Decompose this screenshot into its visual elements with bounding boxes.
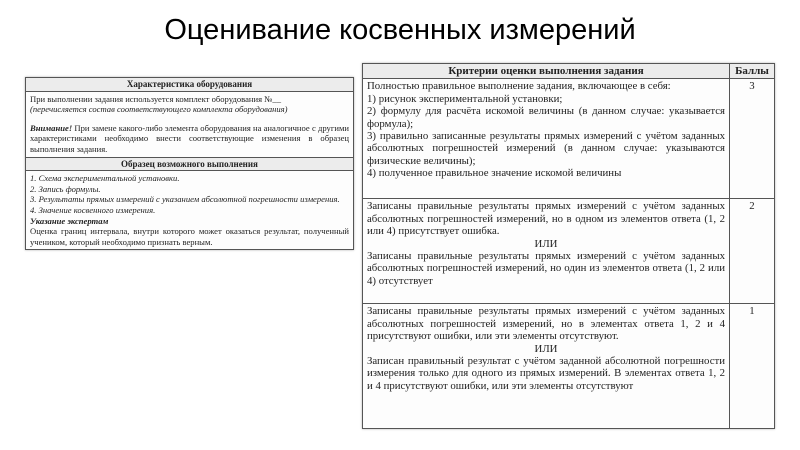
sample-item: 2. Запись формулы. [30,183,101,194]
criteria-header-row [363,64,774,79]
criteria-line: Полностью правильное выполнение задания, включающее в себя: [367,80,671,93]
experts-label: Указание экспертам [30,215,109,226]
criteria-line: Записаны правильные результаты прямых измерений с учётом заданных абсолютных погрешностей измерений, но в одном из элементов ответа (1, 2 или 4) присутствует ошибка. [367,200,725,238]
sample-item: 3. Результаты прямых измерений с указанием абсолютной погрешности измерения. [30,194,340,205]
attention-text: При замене какого-либо элемента оборудования на аналогичное с другими характеристиками необходимо внести соответствующие изменения в образец выполнения задания. [30,122,349,154]
criteria-row [363,199,774,304]
attention-label: Внимание! [30,122,73,133]
points-value: 2 [749,200,755,213]
criteria-row [363,79,774,199]
criteria-line: 1) рисунок экспериментальной установки; [367,92,563,105]
criteria-line: Записаны правильные результаты прямых измерений с учётом заданных абсолютных погрешностей измерений, но один из элементов ответа (1, 2 или 4) отсутствует [367,250,725,287]
slide-title: Оценивание косвенных измерений [164,14,636,46]
equipment-table [25,77,354,250]
criteria-line: Записаны правильные результаты прямых измерений с учётом заданных абсолютных погрешностей измерений, но в элементах ответа 1, 2 и 4 присутствуют ошибки, или эти элементы отсутствуют. [367,305,725,343]
criteria-line: 4) полученное правильное значение искомой величины [367,167,622,180]
equipment-header: Характеристика оборудования [26,78,353,92]
equipment-cell [26,92,353,157]
sample-item: 4. Значение косвенного измерения. [30,204,156,215]
criteria-header: Критерии оценки выполнения задания [363,64,730,78]
criteria-table [362,63,775,429]
sample-header: Образец возможного выполнения [26,157,353,172]
sample-item: 1. Схема экспериментальной установки. [30,173,180,184]
equipment-note: (перечисляется состав соответствующего комплекта оборудования) [30,104,288,115]
criteria-line: Записан правильный результат с учётом заданной абсолютной погрешности измерения только для одного из прямых измерений. В элементах ответа 1, 2 и 4 присутствуют ошибки, или эти элементы отсутствуют [367,355,725,392]
points-header: Баллы [735,65,769,77]
equipment-text: При выполнении задания используется комплект оборудования №__ [30,93,282,104]
criteria-line: 2) формулу для расчёта искомой величины (в данном случае: указывается формула); [367,105,725,130]
criteria-line: 3) правильно записанные результаты прямых измерений с учётом заданных абсолютных погрешностей измерений (в данном случае: указываются физические величины); [367,130,725,167]
experts-text: Оценка границ интервала, внутри которого может оказаться результат, полученный учеником, который необходимо признать верным. [30,226,349,247]
points-value: 1 [749,305,755,318]
points-value: 3 [749,80,755,93]
sample-cell [26,171,353,249]
criteria-row [363,304,774,428]
or-separator: ИЛИ [534,237,558,250]
or-separator: ИЛИ [534,342,558,355]
